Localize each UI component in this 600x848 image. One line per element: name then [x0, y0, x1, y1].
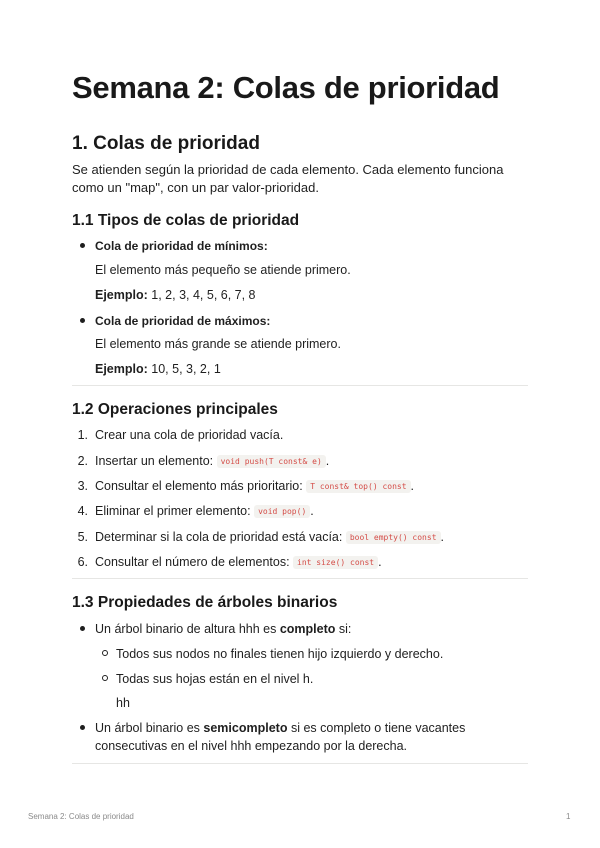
paragraph-line-2: como un "map", con un par valor-prioridad. — [72, 180, 319, 195]
divider — [72, 385, 528, 386]
item-text-end: si es completo o tiene vacantes — [287, 721, 466, 735]
paragraph-line-1: Se atienden según la prioridad de cada elemento. Cada elemento funciona — [72, 162, 504, 177]
list-item-punct: . — [410, 479, 415, 493]
list-item — [95, 554, 382, 571]
bullet-icon — [80, 626, 85, 631]
item-bold: completo — [279, 622, 336, 636]
bullet-icon — [80, 243, 85, 248]
list-number: 5. — [77, 530, 88, 544]
list-item — [95, 453, 329, 470]
list-item-punct: . — [378, 555, 382, 569]
max-queue-description: El elemento más grande se atiende primero. — [95, 337, 341, 351]
example-label: Ejemplo: — [95, 288, 148, 302]
inline-code: void push(T const& e) — [217, 455, 326, 468]
footer-title: Semana 2: Colas de prioridad — [28, 812, 134, 821]
section-heading-1-2: 1.2 Operaciones principales — [72, 401, 278, 418]
item-text: Un árbol binario es — [95, 721, 204, 735]
semicomplete-tree-item-line-2: consecutivas en el nivel hhh empezando por la derecha. — [95, 739, 408, 753]
sub-bullet-icon — [102, 650, 108, 656]
item-text: Un árbol binario de altura hhh es — [95, 622, 280, 636]
list-item-text: Insertar un elemento: — [95, 454, 217, 468]
min-queue-title: Cola de prioridad de mínimos: — [95, 239, 268, 253]
section-heading-1-1: 1.1 Tipos de colas de prioridad — [72, 212, 300, 229]
sub-item-2: Todas sus hojas están en el nivel h. — [116, 672, 314, 686]
semicomplete-tree-item — [95, 720, 465, 736]
sub-bullet-icon — [102, 675, 108, 681]
list-item-punct: . — [310, 504, 314, 518]
divider — [72, 763, 528, 764]
list-item-text: Eliminar el primer elemento: — [95, 504, 255, 518]
inline-code: void pop() — [254, 505, 310, 518]
min-queue-example — [95, 287, 256, 303]
page-title: Semana 2: Colas de prioridad — [72, 70, 500, 105]
list-number: 6. — [77, 555, 88, 569]
list-number: 4. — [77, 504, 88, 518]
list-item — [95, 427, 283, 443]
sub-item-1: Todos sus nodos no finales tienen hijo izquierdo y derecho. — [116, 647, 444, 661]
list-number: 2. — [77, 454, 88, 468]
inline-code: T const& top() const — [306, 480, 410, 493]
section-heading-1-3: 1.3 Propiedades de árboles binarios — [72, 594, 338, 611]
list-item — [95, 503, 314, 520]
footer-page-number: 1 — [566, 812, 571, 821]
sub-item-2-extra: hh — [116, 696, 130, 710]
example-value: 1, 2, 3, 4, 5, 6, 7, 8 — [147, 288, 256, 302]
section-1-paragraph — [72, 161, 528, 197]
list-item — [95, 478, 414, 495]
section-heading-1: 1. Colas de prioridad — [72, 133, 260, 154]
example-value: 10, 5, 3, 2, 1 — [147, 362, 221, 376]
item-text-end: si: — [335, 622, 352, 636]
list-item-punct: . — [440, 530, 444, 544]
item-bold: semicompleto — [203, 721, 288, 735]
list-item — [95, 529, 444, 546]
max-queue-title: Cola de prioridad de máximos: — [95, 314, 271, 328]
complete-tree-item — [95, 621, 351, 637]
list-item-text: Consultar el elemento más prioritario: — [95, 479, 307, 493]
list-number: 3. — [77, 479, 88, 493]
example-label: Ejemplo: — [95, 362, 148, 376]
inline-code: int size() const — [293, 556, 378, 569]
list-item-text: Consultar el número de elementos: — [95, 555, 294, 569]
divider — [72, 578, 528, 579]
inline-code: bool empty() const — [346, 531, 441, 544]
bullet-icon — [80, 318, 85, 323]
min-queue-description: El elemento más pequeño se atiende primero. — [95, 263, 351, 277]
list-number: 1. — [77, 428, 88, 442]
bullet-icon — [80, 725, 85, 730]
list-item-text: Crear una cola de prioridad vacía. — [95, 428, 284, 442]
list-item-text: Determinar si la cola de prioridad está vacía: — [95, 530, 346, 544]
list-item-punct: . — [325, 454, 330, 468]
max-queue-example — [95, 361, 221, 377]
